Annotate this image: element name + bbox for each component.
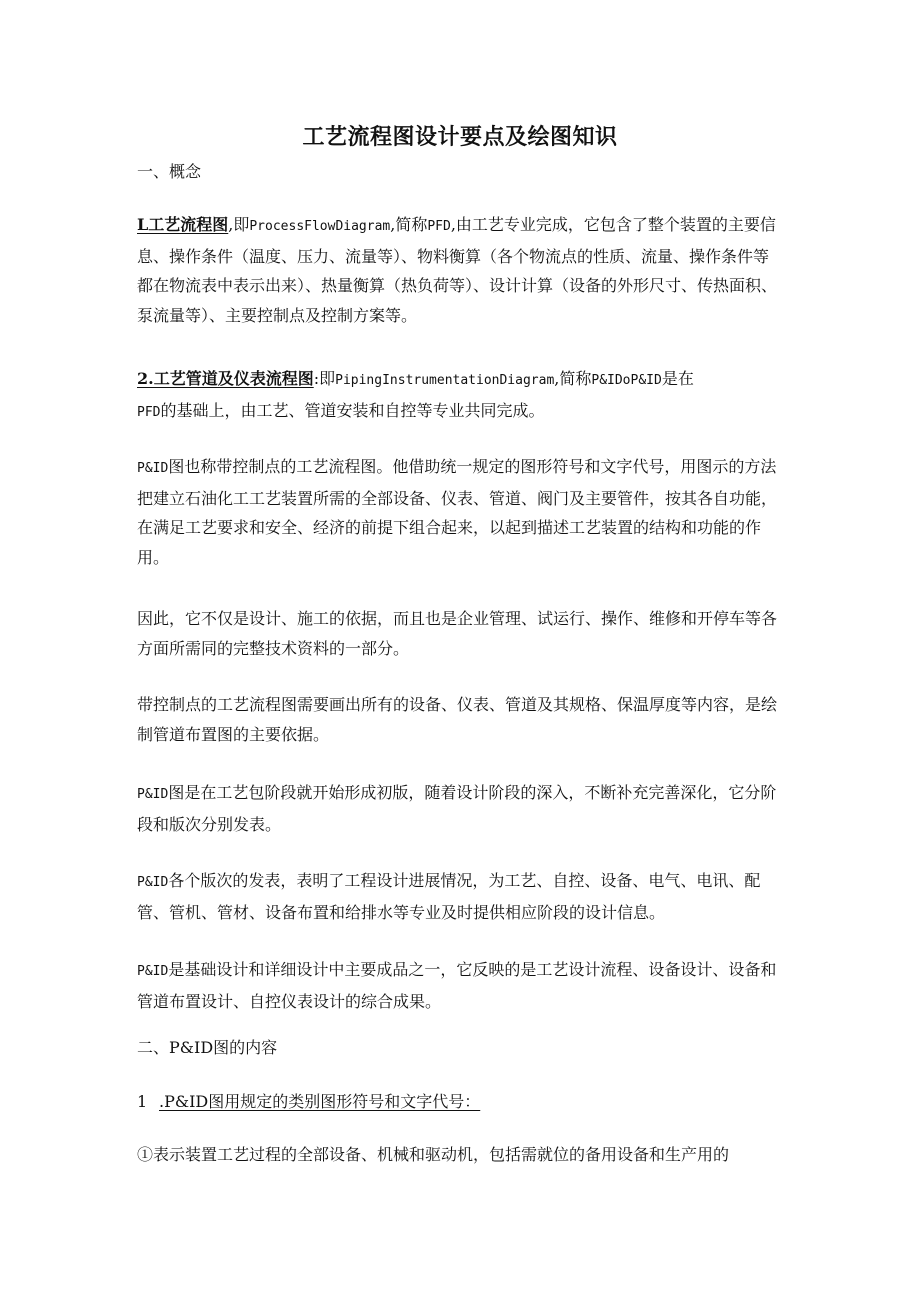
subsection-1-heading <box>137 1087 480 1116</box>
text-segment: ,简称 <box>554 369 592 388</box>
text-segment: :即 <box>313 369 336 388</box>
paragraph-pfd-definition <box>137 210 777 330</box>
section-2-heading: 二、P&ID图的内容 <box>137 1038 278 1057</box>
mono-term: PipingInstrumentationDiagram <box>335 373 555 388</box>
text-segment: 的基础上，由工艺、管道安装和自控等专业共同完成。 <box>160 400 545 420</box>
pfd-term: L工艺流程图 <box>137 215 229 234</box>
list-item-1: ①表示装置工艺过程的全部设备、机械和驱动机，包括需就位的备用设备和生产用的 <box>137 1145 730 1164</box>
mono-term: P&ID <box>137 461 169 476</box>
paragraph-pid-description <box>137 452 777 572</box>
text-segment: 各个版次的发表，表明了工程设计进展情况，为工艺、自控、设备、电气、电讯、配管、管机、管材、设备布置和给排水等专业及时提供相应阶段的设计信息。 <box>137 871 761 922</box>
mono-term: ProcessFlowDiagram <box>249 219 391 234</box>
paragraph-deliverable <box>137 955 777 1016</box>
mono-term: PFD <box>137 404 161 420</box>
text-segment: ,即 <box>228 215 250 234</box>
paragraph-basis: 因此，它不仅是设计、施工的依据，而且也是企业管理、试运行、操作、维修和开停车等各方面所需同的完整技术资料的一部分。 <box>137 609 778 658</box>
pid-term: 2.工艺管道及仪表流程图 <box>137 369 314 388</box>
subsection-text: .P&ID图用规定的类别图形符号和文字代号： <box>159 1092 481 1111</box>
text-segment: 图也称带控制点的工艺流程图。他借助统一规定的图形符号和文字代号，用图示的方法把建立石油化工工艺装置所需的全部设备、仪表、管道、阀门及主要管件，按其各自功能，在满足工艺要求和安全、经济的前提下组合起来，以起到描述工艺装置的结构和功能的作用。 <box>137 457 778 567</box>
document-title: 工艺流程图设计要点及绘图知识 <box>302 125 618 150</box>
mono-term: P&ID <box>137 964 169 979</box>
text-segment: ,由工艺专业完成，它包含了整个装置的主要信息、操作条件（温度、压力、流量等）、物料衡算（各个物流点的性质、流量、操作条件等都在物流表中表示出来）、热量衡算（热负荷等）、设计计算（设备的外形尺寸、传热面积、泵流量等）、主要控制点及控制方案等。 <box>137 215 778 325</box>
paragraph-stages <box>137 778 777 839</box>
text-segment: 是基础设计和详细设计中主要成品之一，它反映的是工艺设计流程、设备设计、设备和管道布置设计、自控仪表设计的综合成果。 <box>137 960 777 1011</box>
mono-term: P&ID <box>137 787 169 802</box>
paragraph-pid-definition <box>137 364 777 427</box>
paragraph-content: 带控制点的工艺流程图需要画出所有的设备、仪表、管道及其规格、保温厚度等内容，是绘制管道布置图的主要依据。 <box>137 695 778 744</box>
subsection-number: 1 <box>137 1092 148 1111</box>
text-segment: 图是在工艺包阶段就开始形成初版，随着设计阶段的深入，不断补充完善深化，它分阶段和版次分别发表。 <box>137 783 777 834</box>
mono-term: PFD <box>427 219 451 234</box>
text-segment: 是在 <box>661 369 694 388</box>
section-1-heading: 一、概念 <box>137 162 202 181</box>
text-segment: ,简称 <box>390 215 428 234</box>
paragraph-versions <box>137 866 777 927</box>
mono-term: P&ID <box>137 875 169 890</box>
mono-term: P&IDoP&ID <box>591 373 662 388</box>
